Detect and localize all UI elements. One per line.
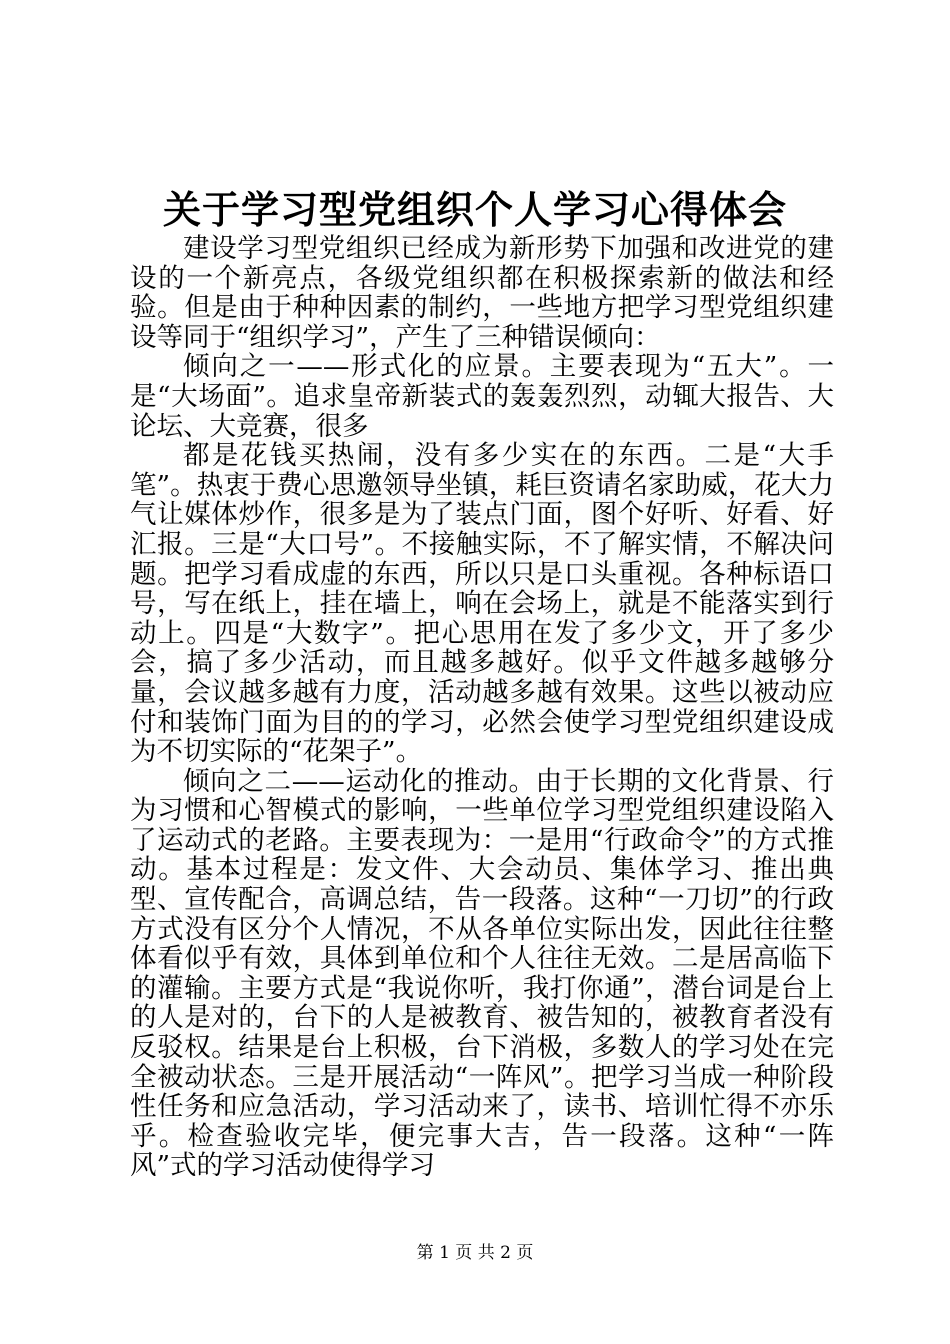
body-paragraph: 倾向之二——运动化的推动。由于长期的文化背景、行为习惯和心智模式的影响，一些单位学习型党组织建设陷入了运动式的老路。主要表现为：一是用“行政命令”的方式推动。基本过程是：发文件、大会动员、集体学习、推出典型、宣传配合，高调总结，告一段落。这种“一刀切”的行政方式没有区分个人情况，不从各单位实际出发，因此往往整体看似乎有效，具体到单位和个人往往无效。二是居高临下的灌输。主要方式是“我说你听，我打你通”，潜台词是台上的人是对的，台下的人是被教育、被告知的，被教育者没有反驳权。结果是台上积极，台下消极，多数人的学习处在完全被动状态。三是开展活动“一阵风”。把学习当成一种阶段性任务和应急活动，学习活动来了，读书、培训忙得不亦乐乎。检查验收完毕，便完事大吉，告一段落。这种“一阵风”式的学习活动使得学习 <box>130 765 834 1182</box>
page-number-label: 第 1 页 共 2 页 <box>416 1243 534 1263</box>
document-title: 关于学习型党组织个人学习心得体会 <box>162 187 787 232</box>
body-paragraph: 都是花钱买热闹，没有多少实在的东西。二是“大手笔”。热衷于费心思邀领导坐镇，耗巨资请名家助威，花大力气让媒体炒作，很多是为了装点门面，图个好听、好看、好汇报。三是“大口号”。不接触实际，不了解实情，不解决问题。把学习看成虚的东西，所以只是口头重视。各种标语口号，写在纸上，挂在墙上，响在会场上，就是不能落实到行动上。四是“大数字”。把心思用在发了多少文，开了多少会，搞了多少活动，而且越多越好。似乎文件越多越够分量，会议越多越有力度，活动越多越有效果。这些以被动应付和装饰门面为目的的学习，必然会使学习型党组织建设成为不切实际的“花架子”。 <box>130 440 834 768</box>
page-footer <box>0 1241 950 1265</box>
document-body <box>130 234 834 1181</box>
body-paragraph: 建设学习型党组织已经成为新形势下加强和改进党的建设的一个新亮点，各级党组织都在积极探索新的做法和经验。但是由于种种因素的制约，一些地方把学习型党组织建设等同于“组织学习”，产生了三种错误倾向： <box>130 233 834 353</box>
body-paragraph: 倾向之一——形式化的应景。主要表现为“五大”。一是“大场面”。追求皇帝新装式的轰轰烈烈，动辄大报告、大论坛、大竞赛，很多 <box>130 351 834 442</box>
